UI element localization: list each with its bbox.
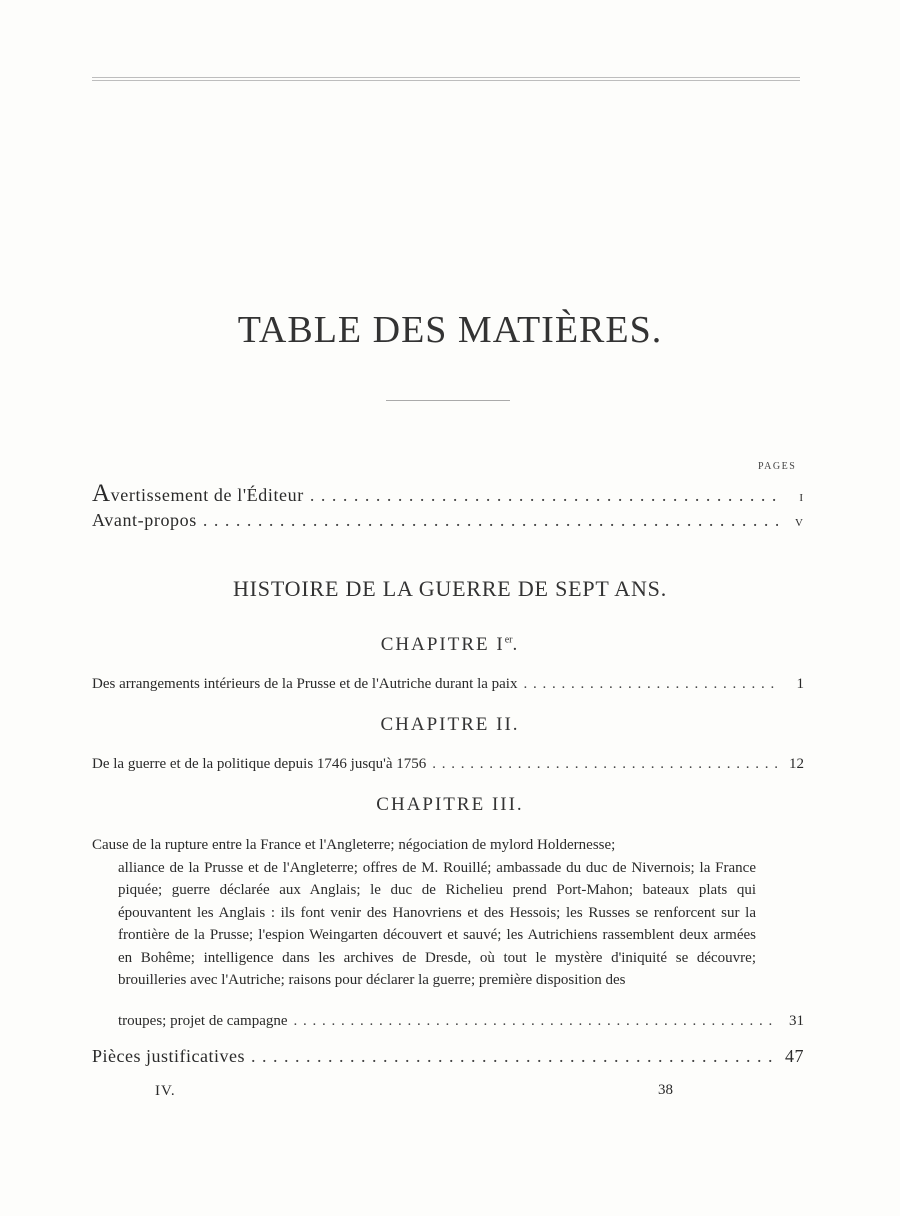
dot-leader	[523, 676, 778, 693]
toc-page-number: 1	[796, 676, 804, 692]
toc-entry-chapter-3[interactable]	[118, 1013, 804, 1030]
dot-leader	[310, 485, 778, 506]
toc-page-number: 47	[785, 1046, 804, 1066]
pages-column-header: PAGES	[758, 461, 797, 472]
toc-entry-label: Pièces justificatives	[92, 1046, 245, 1066]
toc-entry-avertissement[interactable]	[92, 480, 804, 508]
toc-page-number: 12	[789, 756, 804, 772]
toc-entry-label: Avertissement de l'Éditeur	[92, 480, 304, 507]
toc-page-number: I	[799, 492, 804, 504]
toc-entry-pieces-justificatives[interactable]	[92, 1046, 804, 1067]
chapter-3-summary[interactable]: Cause de la rupture entre la France et l'Angleterre; négociation de mylord Holdernesse; alliance de la Prusse et de l'Angleterre; offres de M. Rouillé; ambassade du duc de Nivernois; la France piquée; guerre déclarée aux Anglais; le duc de Richelieu prend Port-Mahon; bateaux plats qui épouvantent les Anglais : ils font venir des Hanovriens et des Hessois; les Russes se renforcent sur la frontière de la Prusse; l'espion Weingarten découvert et sauvé; les Autrichiens rassemblent deux armées en Bohême; intelligence dans les archives de Dresde, où tout le mystère d'iniquité se découvre; brouilleries avec l'Autriche; raisons pour déclarer la guerre; première disposition des	[92, 837, 756, 988]
toc-page-number: 31	[789, 1013, 804, 1029]
dot-leader	[432, 756, 778, 773]
chapter-2-heading: CHAPITRE II.	[380, 714, 520, 735]
toc-entry-label: Avant-propos	[92, 510, 197, 530]
toc-entry-label: troupes; projet de campagne	[118, 1013, 288, 1029]
drop-initial: A	[92, 480, 111, 507]
volume-signature: IV.	[155, 1083, 176, 1099]
title-divider	[386, 400, 510, 401]
toc-entry-label: De la guerre et de la politique depuis 1746 jusqu'à 1756	[92, 756, 427, 772]
chapter-3-heading: CHAPITRE III.	[376, 794, 524, 815]
toc-entry-avant-propos[interactable]	[92, 510, 804, 531]
toc-entry-chapter-1[interactable]	[92, 676, 804, 693]
dot-leader	[251, 1046, 778, 1067]
dot-leader	[203, 510, 778, 531]
toc-entry-label: Des arrangements intérieurs de la Prusse et de l'Autriche durant la paix	[92, 676, 518, 692]
dot-leader	[294, 1013, 778, 1030]
top-double-rule	[92, 77, 800, 83]
toc-entry-chapter-2[interactable]	[92, 756, 804, 773]
page-title: TABLE DES MATIÈRES.	[237, 309, 663, 351]
toc-page-number: V	[795, 517, 804, 529]
sheet-number: 38	[658, 1082, 673, 1098]
chapter-1-heading: CHAPITRE Ier.	[380, 634, 520, 655]
section-title: HISTOIRE DE LA GUERRE DE SEPT ANS.	[232, 576, 668, 601]
